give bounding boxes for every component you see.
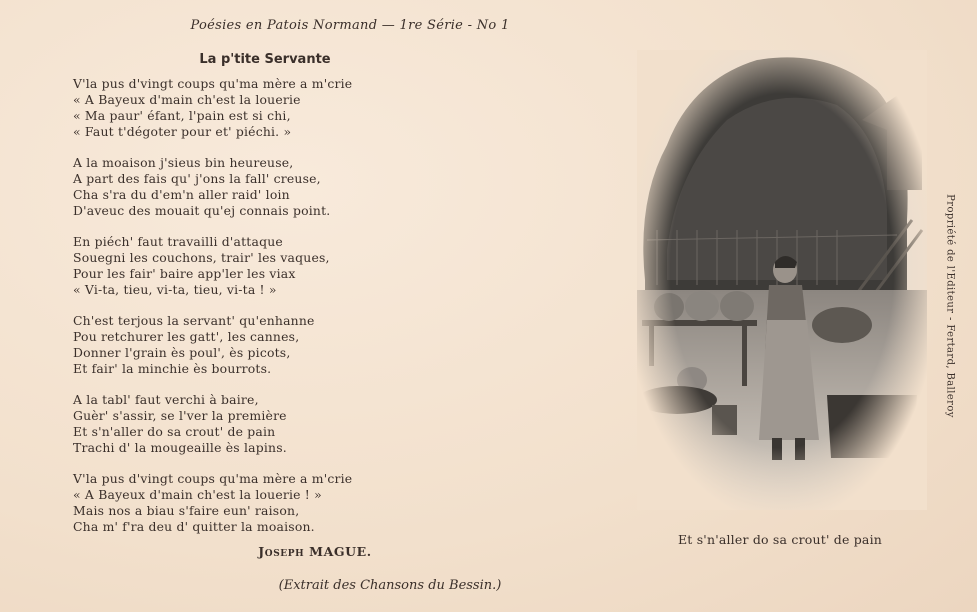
poem-body: [73, 76, 433, 535]
poem-line: Ch'est terjous la servant' qu'enhanne: [73, 313, 315, 328]
poem-line: Et s'n'aller do sa crout' de pain: [73, 424, 276, 439]
poem-line: V'la pus d'vingt coups qu'ma mère a m'crie: [73, 471, 353, 486]
stanza: [73, 471, 433, 535]
photo-caption: Et s'n'aller do sa crout' de pain: [677, 532, 883, 547]
poem-line: « A Bayeux d'main ch'est la louerie ! »: [73, 487, 322, 502]
photograph: [637, 50, 927, 510]
stanza: [73, 155, 433, 219]
poem-line: Mais nos a biau s'faire eun' raison,: [73, 503, 300, 518]
poem-line: « Faut t'dégoter pour et' piéchi. »: [73, 124, 292, 139]
poem-line: Guèr' s'assir, se l'ver la première: [73, 408, 287, 423]
series-header: Poésies en Patois Normand — 1re Série - No 1: [190, 18, 510, 33]
poem-line: Pou retchurer les gatt', les cannes,: [73, 329, 300, 344]
poem-author: Joseph MAGUE.: [258, 544, 372, 559]
poem-line: En piéch' faut travailli d'attaque: [73, 234, 283, 249]
poem-line: Pour les fair' baire app'ler les viax: [73, 266, 296, 281]
poem-line: Trachi d' la mougeaille ès lapins.: [73, 440, 287, 455]
poem-line: « Vi-ta, tieu, vi-ta, tieu, vi-ta ! »: [73, 282, 277, 297]
poem-line: « Ma paur' éfant, l'pain est si chi,: [73, 108, 291, 123]
poem-line: A la moaison j'sieus bin heureuse,: [73, 155, 294, 170]
vignette: [637, 50, 927, 510]
stanza: [73, 313, 433, 377]
poem-line: D'aveuc des mouait qu'ej connais point.: [73, 203, 331, 218]
poem-line: Souegni les couchons, trair' les vaques,: [73, 250, 330, 265]
poem-line: A part des fais qu' j'ons la fall' creuse,: [73, 171, 321, 186]
poem-line: Cha s'ra du d'em'n aller raid' loin: [73, 187, 290, 202]
stanza: [73, 76, 433, 140]
publisher-text: Propriété de l'Editeur - Fertard, Balleroy: [944, 194, 956, 418]
poem-line: A la tabl' faut verchi à baire,: [73, 392, 259, 407]
poem-line: Cha m' f'ra deu d' quitter la moaison.: [73, 519, 315, 534]
poem-title: La p'tite Servante: [199, 52, 331, 67]
stanza: [73, 234, 433, 298]
photo-illustration: [637, 50, 927, 510]
poem-line: Et fair' la minchie ès bourrots.: [73, 361, 272, 376]
poem-line: V'la pus d'vingt coups qu'ma mère a m'crie: [73, 76, 353, 91]
poem-line: « A Bayeux d'main ch'est la louerie: [73, 92, 301, 107]
poem-source: (Extrait des Chansons du Bessin.): [278, 578, 502, 593]
poem-line: Donner l'grain ès poul', ès picots,: [73, 345, 291, 360]
stanza: [73, 392, 433, 456]
